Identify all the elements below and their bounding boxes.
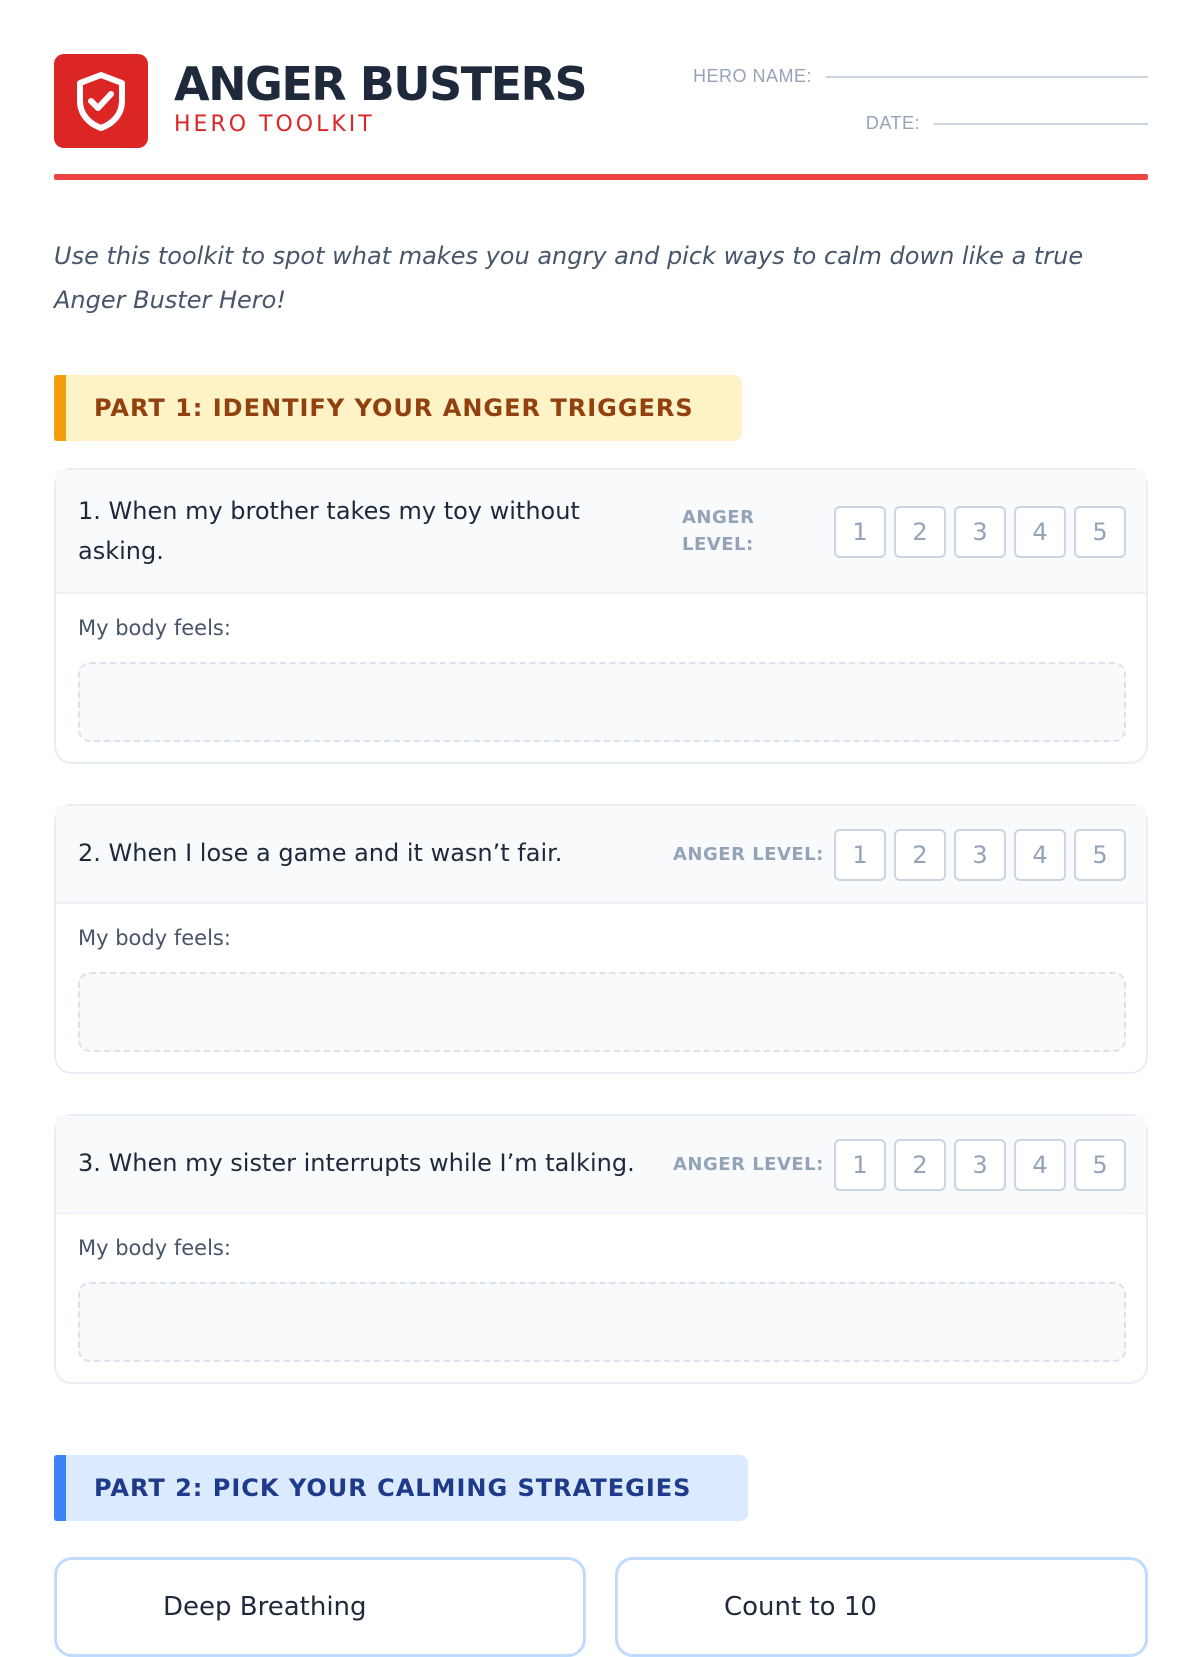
app-subtitle: HERO TOOLKIT [174,112,375,137]
trigger-text: 3. When my sister interrupts while I’m talking. [78,1149,635,1177]
body-feels-label: My body feels: [78,926,231,950]
date-field [866,113,1148,134]
body-feels-label: My body feels: [78,1236,231,1260]
anger-level-scale [834,1139,1126,1191]
anger-level-scale [834,506,1126,558]
trigger-text: 1. When my brother takes my toy without asking. [78,497,580,565]
anger-level-box[interactable]: 5 [1074,506,1126,558]
app-title: ANGER BUSTERS [174,57,587,111]
strategy-card[interactable] [615,1557,1148,1657]
anger-level-box[interactable]: 3 [954,506,1006,558]
anger-level-box[interactable]: 1 [834,506,886,558]
shield-check-icon [74,71,128,131]
anger-level-label: ANGER LEVEL: [682,507,755,555]
anger-level-box[interactable]: 3 [954,1139,1006,1191]
intro-text: Use this toolkit to spot what makes you angry and pick ways to calm down like a true Anger Buster Hero! [54,242,1084,314]
strategy-card[interactable] [54,1557,586,1657]
part2-title: PART 2: PICK YOUR CALMING STRATEGIES [94,1474,692,1502]
anger-level-box[interactable]: 2 [894,829,946,881]
anger-level-box[interactable]: 3 [954,829,1006,881]
anger-level-box[interactable]: 4 [1014,1139,1066,1191]
date-label: DATE: [865,113,920,133]
anger-level-scale [834,829,1126,881]
trigger-card [54,804,1148,1074]
header-divider [54,174,1148,180]
logo [54,54,148,148]
trigger-text: 2. When I lose a game and it wasn’t fair. [78,839,563,867]
anger-level-box[interactable]: 4 [1014,506,1066,558]
anger-level-box[interactable]: 2 [894,1139,946,1191]
anger-level-box[interactable]: 2 [894,506,946,558]
part1-accent-bar [54,375,66,441]
anger-level-box[interactable]: 5 [1074,829,1126,881]
anger-level-label: ANGER LEVEL: [673,1154,824,1175]
part1-heading [54,375,742,441]
part1-title: PART 1: IDENTIFY YOUR ANGER TRIGGERS [94,394,694,422]
anger-level-label: ANGER LEVEL: [673,844,824,865]
body-feels-answer-box[interactable] [78,1282,1126,1362]
anger-level-box[interactable]: 1 [834,829,886,881]
hero-name-label: HERO NAME: [692,66,812,86]
part2-heading [54,1455,748,1521]
worksheet-header [54,54,1148,182]
trigger-card [54,1114,1148,1384]
body-feels-answer-box[interactable] [78,972,1126,1052]
strategy-title: Deep Breathing [163,1592,367,1622]
hero-name-field [693,66,1148,87]
trigger-card [54,468,1148,764]
body-feels-answer-box[interactable] [78,662,1126,742]
date-input-line[interactable] [934,123,1148,125]
anger-level-box[interactable]: 5 [1074,1139,1126,1191]
body-feels-label: My body feels: [78,616,231,640]
anger-level-box[interactable]: 4 [1014,829,1066,881]
anger-level-box[interactable]: 1 [834,1139,886,1191]
hero-name-input-line[interactable] [826,76,1148,78]
part2-accent-bar [54,1455,66,1521]
strategy-title: Count to 10 [724,1592,877,1622]
